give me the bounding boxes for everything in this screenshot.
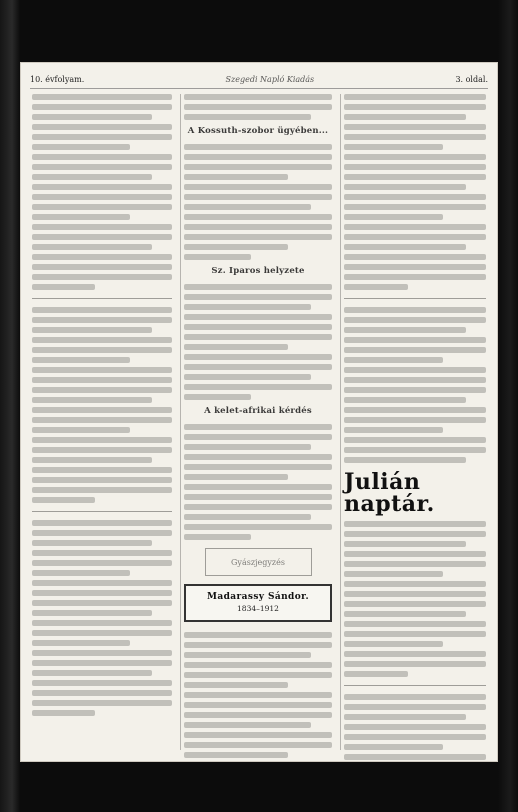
- obituary-name: Madarassy Sándor.: [206, 592, 309, 602]
- obituary-years: 1834–1912: [237, 604, 279, 613]
- column-divider-2: [340, 94, 341, 750]
- big-title: Julián naptár.: [344, 469, 435, 517]
- obituary-box: [184, 584, 332, 622]
- page-number-left: 10. évfolyam.: [30, 74, 85, 84]
- headline-3: A kelet-afrikai kérdés: [204, 406, 312, 416]
- headline-1: A Kossuth-szobor ügyében...: [187, 126, 329, 136]
- column-2: [184, 94, 332, 750]
- page-header: [30, 72, 488, 86]
- column-3: [344, 94, 486, 750]
- column-1: [32, 94, 172, 750]
- column-divider-1: [180, 94, 181, 750]
- headline-2: Sz. Iparos helyzete: [211, 266, 305, 276]
- newspaper-page: [20, 62, 498, 762]
- obituary-stamp: Gyászjegyzés: [205, 548, 312, 576]
- right-gutter: [498, 0, 518, 812]
- left-gutter: [0, 0, 20, 812]
- header-title: Szegedi Napló Kiadás: [225, 74, 315, 84]
- page-number-right: 3. oldal.: [455, 74, 488, 84]
- header-rule: [30, 88, 488, 89]
